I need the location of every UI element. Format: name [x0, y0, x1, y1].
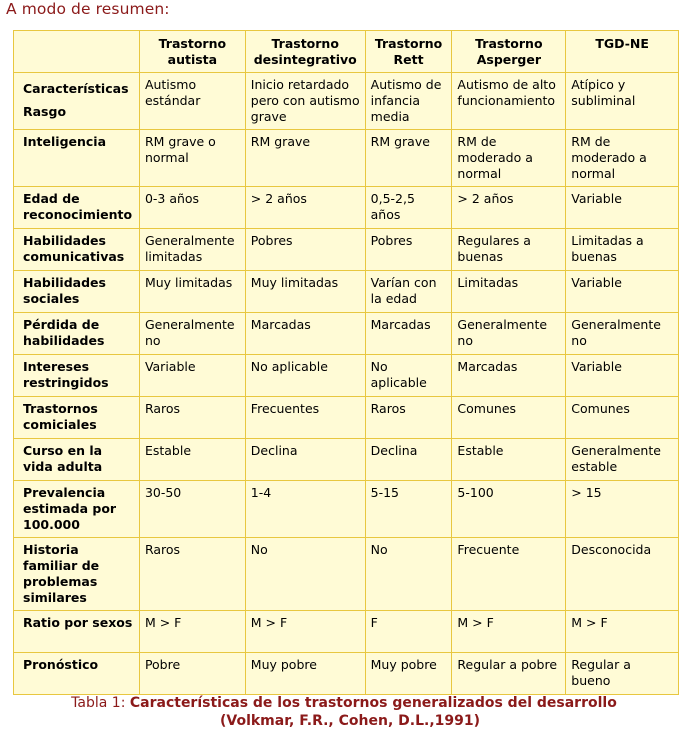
- table-row: [14, 355, 679, 397]
- table-cell: No aplicable: [365, 355, 452, 397]
- table-cell: No aplicable: [245, 355, 365, 397]
- table-cell: Comunes: [566, 397, 679, 439]
- table-cell: 5-100: [452, 481, 566, 538]
- table-cell: > 2 años: [245, 187, 365, 229]
- table-cell: 30-50: [139, 481, 245, 538]
- table-cell: Generalmente limitadas: [139, 229, 245, 271]
- table-row: [14, 611, 679, 653]
- table-row: [14, 439, 679, 481]
- table-cell: Raros: [365, 397, 452, 439]
- table-cell: 0-3 años: [139, 187, 245, 229]
- table-cell: Muy pobre: [365, 653, 452, 695]
- table-cell: M > F: [139, 611, 245, 653]
- table-cell: Autismo estándar: [139, 73, 245, 130]
- table-cell: Raros: [139, 397, 245, 439]
- table-cell: Comunes: [452, 397, 566, 439]
- table-cell: RM grave: [365, 130, 452, 187]
- table-cell: Declina: [365, 439, 452, 481]
- table-cell: Varían con la edad: [365, 271, 452, 313]
- table-cell: Variable: [139, 355, 245, 397]
- table-row: [14, 481, 679, 538]
- table-cell: Marcadas: [365, 313, 452, 355]
- table-body: [14, 73, 679, 695]
- table-cell: Pobres: [245, 229, 365, 271]
- header-cell-tgd-ne: TGD-NE: [566, 31, 679, 73]
- caption-title: Características de los trastornos generalizados del desarrollo: [129, 695, 617, 711]
- table-cell: M > F: [452, 611, 566, 653]
- table-row: [14, 130, 679, 187]
- row-header-cell: Trastornos comiciales: [14, 397, 140, 439]
- table-cell: Pobres: [365, 229, 452, 271]
- row-header-cell: Inteligencia: [14, 130, 140, 187]
- table-cell: Atípico y subliminal: [566, 73, 679, 130]
- table-row: [14, 313, 679, 355]
- row-header-cell: Edad de reconocimiento: [14, 187, 140, 229]
- table-cell: F: [365, 611, 452, 653]
- row-header-cell: Pronóstico: [14, 653, 140, 695]
- row-header-cell: Habilidades sociales: [14, 271, 140, 313]
- table-row: [14, 229, 679, 271]
- table-cell: No: [245, 538, 365, 611]
- table-cell: Inicio retardado pero con autismo grave: [245, 73, 365, 130]
- table-cell: 5-15: [365, 481, 452, 538]
- table-cell: Variable: [566, 187, 679, 229]
- table-cell: Limitadas a buenas: [566, 229, 679, 271]
- table-cell: M > F: [245, 611, 365, 653]
- table-header-row: [14, 31, 679, 73]
- table-cell: Regulares a buenas: [452, 229, 566, 271]
- table-row: [14, 653, 679, 695]
- table-cell: Muy limitadas: [139, 271, 245, 313]
- table-cell: Generalmente no: [452, 313, 566, 355]
- table-cell: Regular a pobre: [452, 653, 566, 695]
- header-cell-trastorno-autista: Trastorno autista: [139, 31, 245, 73]
- page-heading: A modo de resumen:: [6, 0, 170, 18]
- row-header-cell: Curso en la vida adulta: [14, 439, 140, 481]
- table-cell: RM grave o normal: [139, 130, 245, 187]
- row-header-cell: Características Rasgo: [14, 73, 140, 130]
- table-cell: Estable: [452, 439, 566, 481]
- row-header-cell: Prevalencia estimada por 100.000: [14, 481, 140, 538]
- table-cell: M > F: [566, 611, 679, 653]
- table-cell: Generalmente no: [566, 313, 679, 355]
- row-header-cell: Pérdida de habilidades: [14, 313, 140, 355]
- table-cell: Regular a bueno: [566, 653, 679, 695]
- row-header-cell: Historia familiar de problemas similares: [14, 538, 140, 611]
- table-cell: RM grave: [245, 130, 365, 187]
- table-cell: Marcadas: [245, 313, 365, 355]
- table-cell: Generalmente estable: [566, 439, 679, 481]
- table-row: [14, 73, 679, 130]
- table-row: [14, 271, 679, 313]
- table-cell: Raros: [139, 538, 245, 611]
- caption-prefix: Tabla 1:: [71, 695, 130, 711]
- row-header-cell: Intereses restringidos: [14, 355, 140, 397]
- table-cell: RM de moderado a normal: [452, 130, 566, 187]
- table-cell: Frecuente: [452, 538, 566, 611]
- table-cell: Declina: [245, 439, 365, 481]
- table-cell: Limitadas: [452, 271, 566, 313]
- table-cell: Muy pobre: [245, 653, 365, 695]
- table-cell: Pobre: [139, 653, 245, 695]
- header-cell-trastorno-rett: Trastorno Rett: [365, 31, 452, 73]
- table-cell: > 2 años: [452, 187, 566, 229]
- row-header-cell: Ratio por sexos: [14, 611, 140, 653]
- table-cell: Variable: [566, 355, 679, 397]
- table-row: [14, 538, 679, 611]
- table-cell: 0,5-2,5 años: [365, 187, 452, 229]
- table-cell: Frecuentes: [245, 397, 365, 439]
- table-cell: Variable: [566, 271, 679, 313]
- header-cell-trastorno-asperger: Trastorno Asperger: [452, 31, 566, 73]
- header-cell-trastorno-desintegrativo: Trastorno desintegrativo: [245, 31, 365, 73]
- table-cell: Estable: [139, 439, 245, 481]
- table-cell: Autismo de infancia media: [365, 73, 452, 130]
- table-cell: Generalmente no: [139, 313, 245, 355]
- table-row: [14, 397, 679, 439]
- table-cell: 1-4: [245, 481, 365, 538]
- table-cell: No: [365, 538, 452, 611]
- row-header-cell: Habilidades comunicativas: [14, 229, 140, 271]
- table-row: [14, 187, 679, 229]
- table-caption: [0, 694, 700, 730]
- header-cell-empty: [14, 31, 140, 73]
- table-cell: > 15: [566, 481, 679, 538]
- caption-reference: (Volkmar, F.R., Cohen, D.L.,1991): [219, 713, 481, 729]
- table-cell: Marcadas: [452, 355, 566, 397]
- summary-table: [13, 30, 679, 695]
- table-cell: Desconocida: [566, 538, 679, 611]
- table-cell: Autismo de alto funcionamiento: [452, 73, 566, 130]
- table-cell: RM de moderado a normal: [566, 130, 679, 187]
- table-cell: Muy limitadas: [245, 271, 365, 313]
